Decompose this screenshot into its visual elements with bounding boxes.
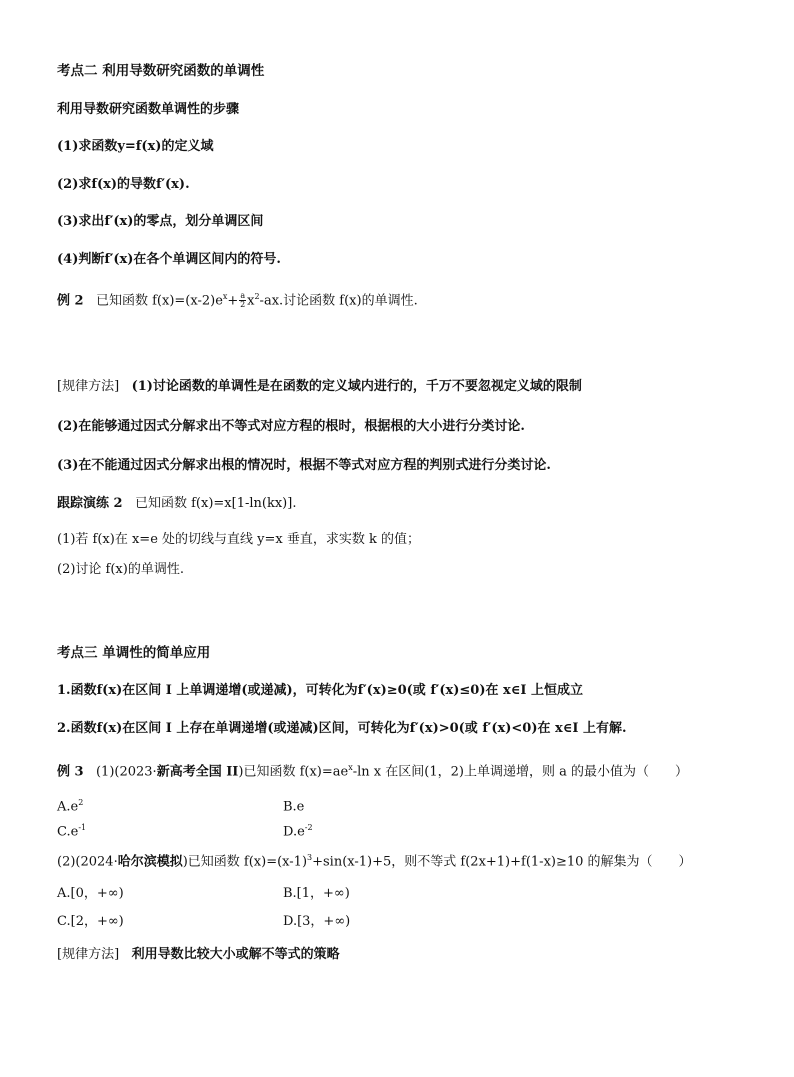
steps-title: 利用导数研究函数单调性的步骤 (57, 102, 240, 117)
example-3-q2-sup: 3 (307, 853, 313, 862)
point-2: 2.函数f(x)在区间 I 上存在单调递增(或递减)区间，可转化为f′(x)>0(或 f′(x)<0)在 x∈I 上有解. (57, 721, 627, 736)
method-line-1 (57, 378, 582, 396)
practice-2-q2: (2)讨论 f(x)的单调性. (57, 562, 184, 577)
option-a-sup: 2 (78, 798, 84, 807)
option-d-text: D.e (283, 824, 305, 840)
option-b (283, 794, 304, 816)
option-d-sup: -2 (304, 823, 313, 832)
practice-2-text: 已知函数 f(x)=x[1-ln(kx)]. (134, 496, 297, 511)
option-a (57, 794, 83, 816)
point-1: 1.函数f(x)在区间 I 上单调递增(或递减)，可转化为f′(x)≥0(或 f′(x)≤0)在 x∈I 上恒成立 (57, 683, 584, 698)
option-b-text: B.e (283, 799, 305, 815)
example-3-q2-source: 哈尔滨模拟 (117, 854, 183, 870)
method-label: [规律方法] (57, 379, 120, 394)
example-3-q1 (57, 759, 688, 781)
example-3-q1-b: )已知函数 f(x)=ae (238, 764, 349, 780)
example-3-label: 例 3 (57, 764, 84, 780)
method-line-3: (3)在不能通过因式分解求出根的情况时，根据不等式对应方程的判别式进行分类讨论. (57, 458, 551, 473)
example-2-sup-x: x (222, 292, 228, 301)
example-2-text-c: -ax.讨论函数 f(x)的单调性. (259, 293, 418, 309)
q2-option-d: D.[3，+∞) (283, 914, 351, 929)
example-2 (57, 288, 418, 310)
section2-heading: 考点二 利用导数研究函数的单调性 (57, 63, 265, 79)
option-c-sup: -1 (78, 823, 87, 832)
step-1: (1)求函数y=f(x)的定义域 (57, 139, 214, 154)
example-3-q2-b: )已知函数 f(x)=(x-1) (182, 854, 308, 870)
example-3-q1-c: -ln x 在区间(1，2)上单调递增，则 a 的最小值为（ ） (352, 764, 688, 780)
step-3: (3)求出f′(x)的零点，划分单调区间 (57, 214, 264, 229)
section3-heading: 考点三 单调性的简单应用 (57, 645, 211, 661)
example-2-text-b: x (247, 293, 255, 309)
option-d (283, 819, 313, 841)
example-3-q1-source: 新高考全国 II (156, 764, 239, 780)
option-a-text: A.e (57, 799, 79, 815)
option-c (57, 819, 86, 841)
q2-option-b: B.[1，+∞) (283, 886, 350, 901)
method-line-2: (2)在能够通过因式分解求出不等式对应方程的根时，根据根的大小进行分类讨论. (57, 419, 525, 434)
example-3-q2 (57, 849, 692, 871)
example-3-q2-a: (2)(2024· (57, 854, 118, 870)
example-2-text-a: 已知函数 f(x)=(x-2)e (95, 293, 223, 309)
q2-option-c: C.[2，+∞) (57, 914, 124, 929)
option-c-text: C.e (57, 824, 79, 840)
method-3-label: [规律方法] (57, 947, 120, 962)
method-text-1: (1)讨论函数的单调性是在函数的定义域内进行的，千万不要忽视定义域的限制 (131, 379, 582, 394)
practice-2 (57, 495, 296, 513)
example-2-fraction (239, 292, 246, 309)
example-2-label: 例 2 (57, 293, 84, 309)
practice-2-label: 跟踪演练 2 (57, 496, 123, 511)
example-2-sup-2: 2 (254, 292, 260, 301)
method-3 (57, 946, 340, 964)
example-2-plus: + (227, 293, 239, 309)
fraction-numerator: a (240, 291, 246, 301)
example-3-q2-c: +sin(x-1)+5，则不等式 f(2x+1)+f(1-x)≥10 的解集为（ ） (312, 854, 692, 870)
step-2: (2)求f(x)的导数f′(x). (57, 177, 190, 192)
example-3-q1-sup: x (348, 763, 353, 772)
method-3-text: 利用导数比较大小或解不等式的策略 (131, 947, 340, 962)
practice-2-q1: (1)若 f(x)在 x=e 处的切线与直线 y=x 垂直，求实数 k 的值； (57, 532, 420, 547)
fraction-denominator: 2 (240, 300, 246, 310)
step-4: (4)判断f′(x)在各个单调区间内的符号. (57, 252, 281, 267)
example-3-q1-a: (1)(2023· (95, 764, 157, 780)
q2-option-a: A.[0，+∞) (57, 886, 124, 901)
